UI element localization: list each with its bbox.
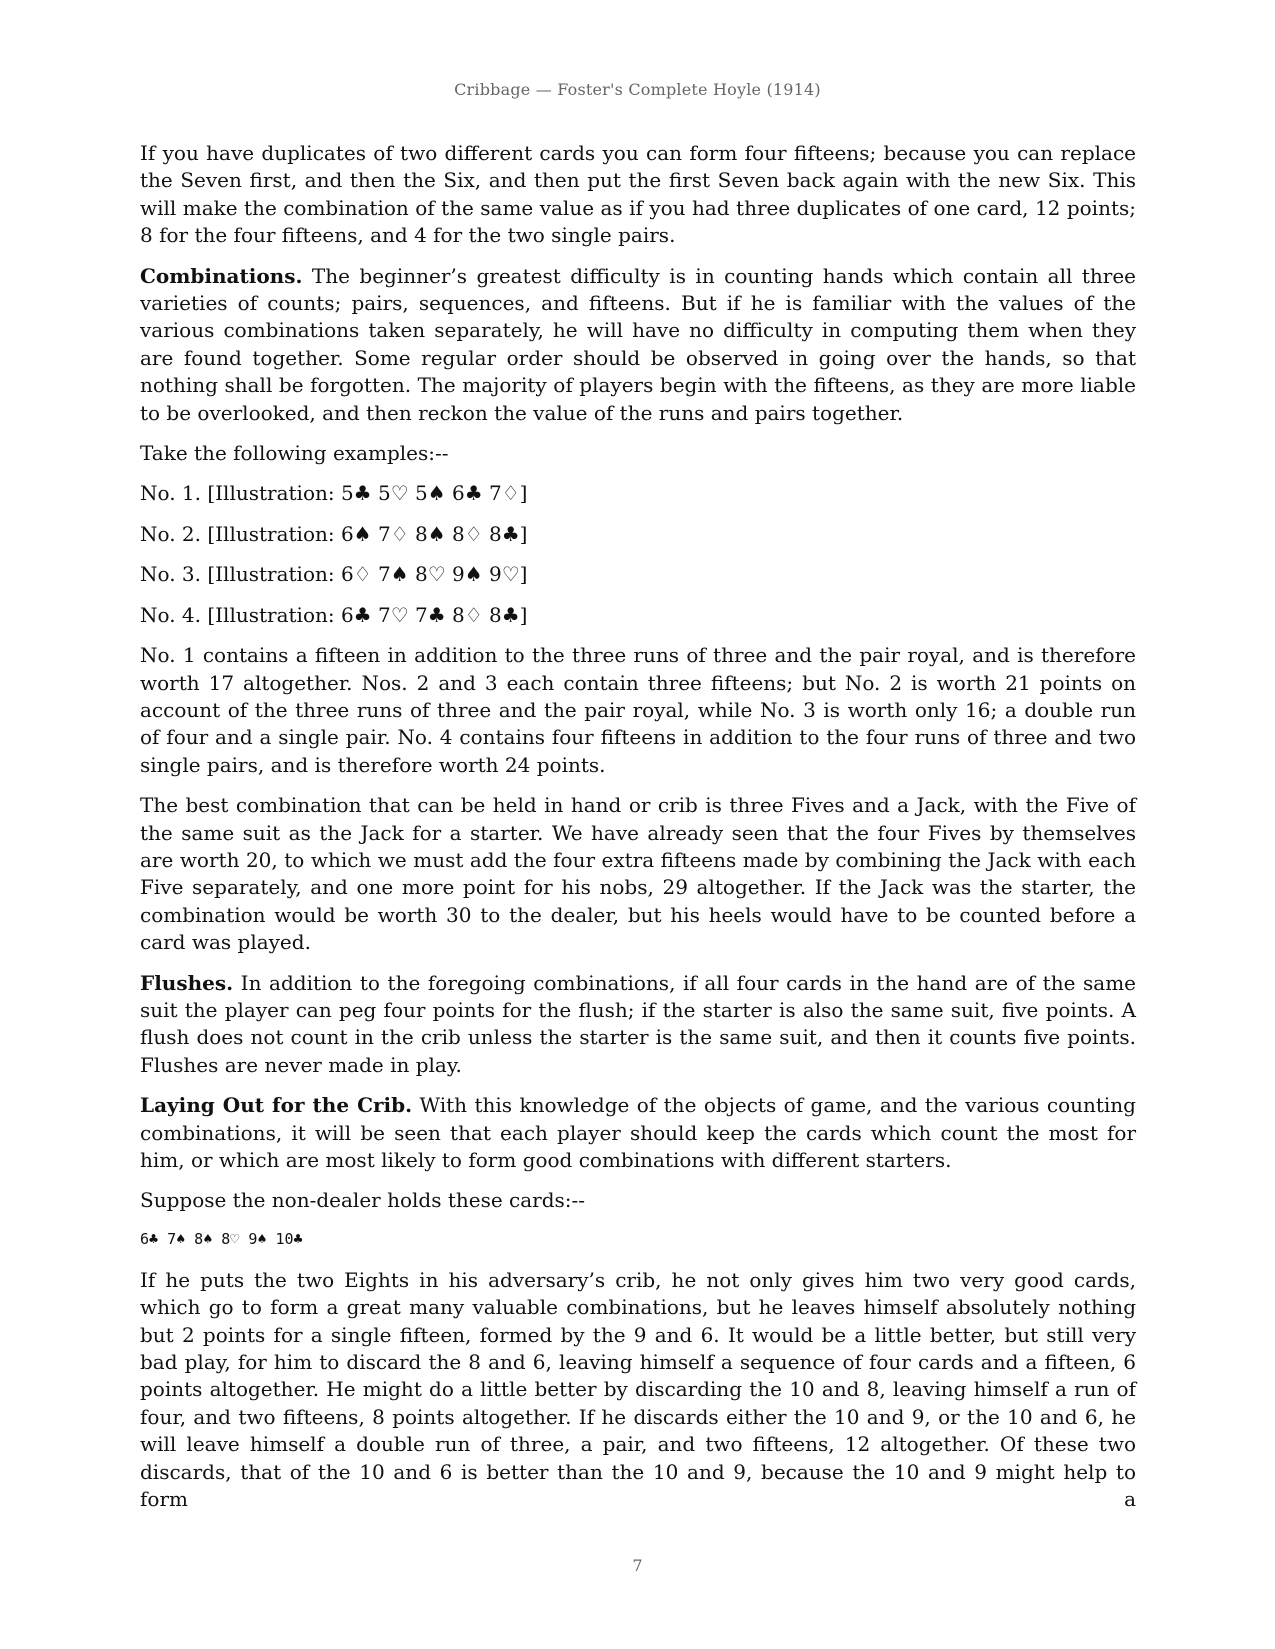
paragraph-examples-explained: No. 1 contains a fifteen in addition to the three runs of three and the pair royal, and is therefore worth 17 altogether. Nos. 2 and 3 each contain three fifteens; but No. 2 is worth 21 points on account of the three runs of three and the pair royal, while No. 3 is worth only 16; a double run of four and a single pair. No. 4 contains four fifteens in addition to the four runs of three and two single pairs, and is therefore worth 24 points. <box>140 643 1136 777</box>
suppose-line: Suppose the non-dealer holds these cards:-- <box>140 1188 586 1213</box>
paragraph-discard-analysis: If he puts the two Eights in his adversary’s crib, he not only gives him two very good cards, which go to form a great many valuable combinations, but he leaves himself absolutely nothing but 2 points for a single fifteen, formed by the 9 and 6. It would be a little better, but still very bad play, for him to discard the 8 and 6, leaving himself a sequence of four cards and a fifteen, 6 points altogether. He might do a little better by discarding the 10 and 8, leaving himself a run of four, and two fifteens, 8 points altogether. If he discards either the 10 and 9, or the 10 and 6, he will leave himself a double run of three, a pair, and two fifteens, 12 altogether. Of these two discards, that of the 10 and 6 is better than the 10 and 9, because the 10 and 9 might help to form a <box>140 1267 1136 1512</box>
paragraph-laying-out <box>140 1092 1136 1174</box>
paragraph-laying-out-text: With this knowledge of the objects of game, and the various counting combinations, it will be seen that each player should keep the cards which count the most for him, or which are most likely to form good combinations with different starters. <box>140 1093 1136 1172</box>
paragraph-combinations <box>140 263 1136 427</box>
section-heading-combinations: Combinations. <box>140 263 303 288</box>
paragraph-flushes-text: In addition to the foregoing combinations, if all four cards in the hand are of the same suit the player can peg four points for the flush; if the starter is also the same suit, five points. A flush does not count in the crib unless the starter is the same suit, and then it counts five points. Flushes are never made in play. <box>140 970 1136 1077</box>
example-2: No. 2. [Illustration: 6♠ 7♢ 8♠ 8♢ 8♣] <box>140 521 528 546</box>
paragraph-duplicates: If you have duplicates of two different cards you can form four fifteens; because you can replace the Seven first, and then the Six, and then put the first Seven back again with the new Six. This will make the combination of the same value as if you had three duplicates of one card, 12 points; 8 for the four fifteens, and 4 for the two single pairs. <box>140 141 1136 248</box>
page-number: 7 <box>632 1556 643 1575</box>
examples-intro: Take the following examples:-- <box>140 441 449 466</box>
paragraph-best-combination: The best combination that can be held in hand or crib is three Fives and a Jack, with the Five of the same suit as the Jack for a starter. We have already seen that the four Fives by themselves are worth 20, to which we must add the four extra fifteens made by combining the Jack with each Five separately, and one more point for his nobs, 29 altogether. If the Jack was the starter, the combination would be worth 30 to the dealer, but his heels would have to be counted before a card was played. <box>140 793 1136 955</box>
example-4: No. 4. [Illustration: 6♣ 7♡ 7♣ 8♢ 8♣] <box>140 602 528 627</box>
section-heading-flushes: Flushes. <box>140 970 234 995</box>
page-body <box>140 140 1136 1512</box>
paragraph-flushes <box>140 970 1136 1080</box>
example-3: No. 3. [Illustration: 6♢ 7♠ 8♡ 9♠ 9♡] <box>140 562 528 587</box>
hand-cards: 6♣ 7♠ 8♠ 8♡ 9♠ 10♣ <box>140 1229 303 1248</box>
section-heading-laying-out: Laying Out for the Crib. <box>140 1093 413 1118</box>
example-1: No. 1. [Illustration: 5♣ 5♡ 5♠ 6♣ 7♢] <box>140 481 528 506</box>
running-title: Cribbage — Foster's Complete Hoyle (1914) <box>454 80 821 99</box>
paragraph-combinations-text: The beginner’s greatest difficulty is in counting hands which contain all three varieties of counts; pairs, sequences, and fifteens. But if he is familiar with the values of the various combinations taken separately, he will have no difficulty in computing them when they are found together. Some regular order should be observed in going over the hands, so that nothing shall be forgotten. The majority of players begin with the fifteens, as they are more liable to be overlooked, and then reckon the value of the runs and pairs together. <box>140 263 1136 425</box>
